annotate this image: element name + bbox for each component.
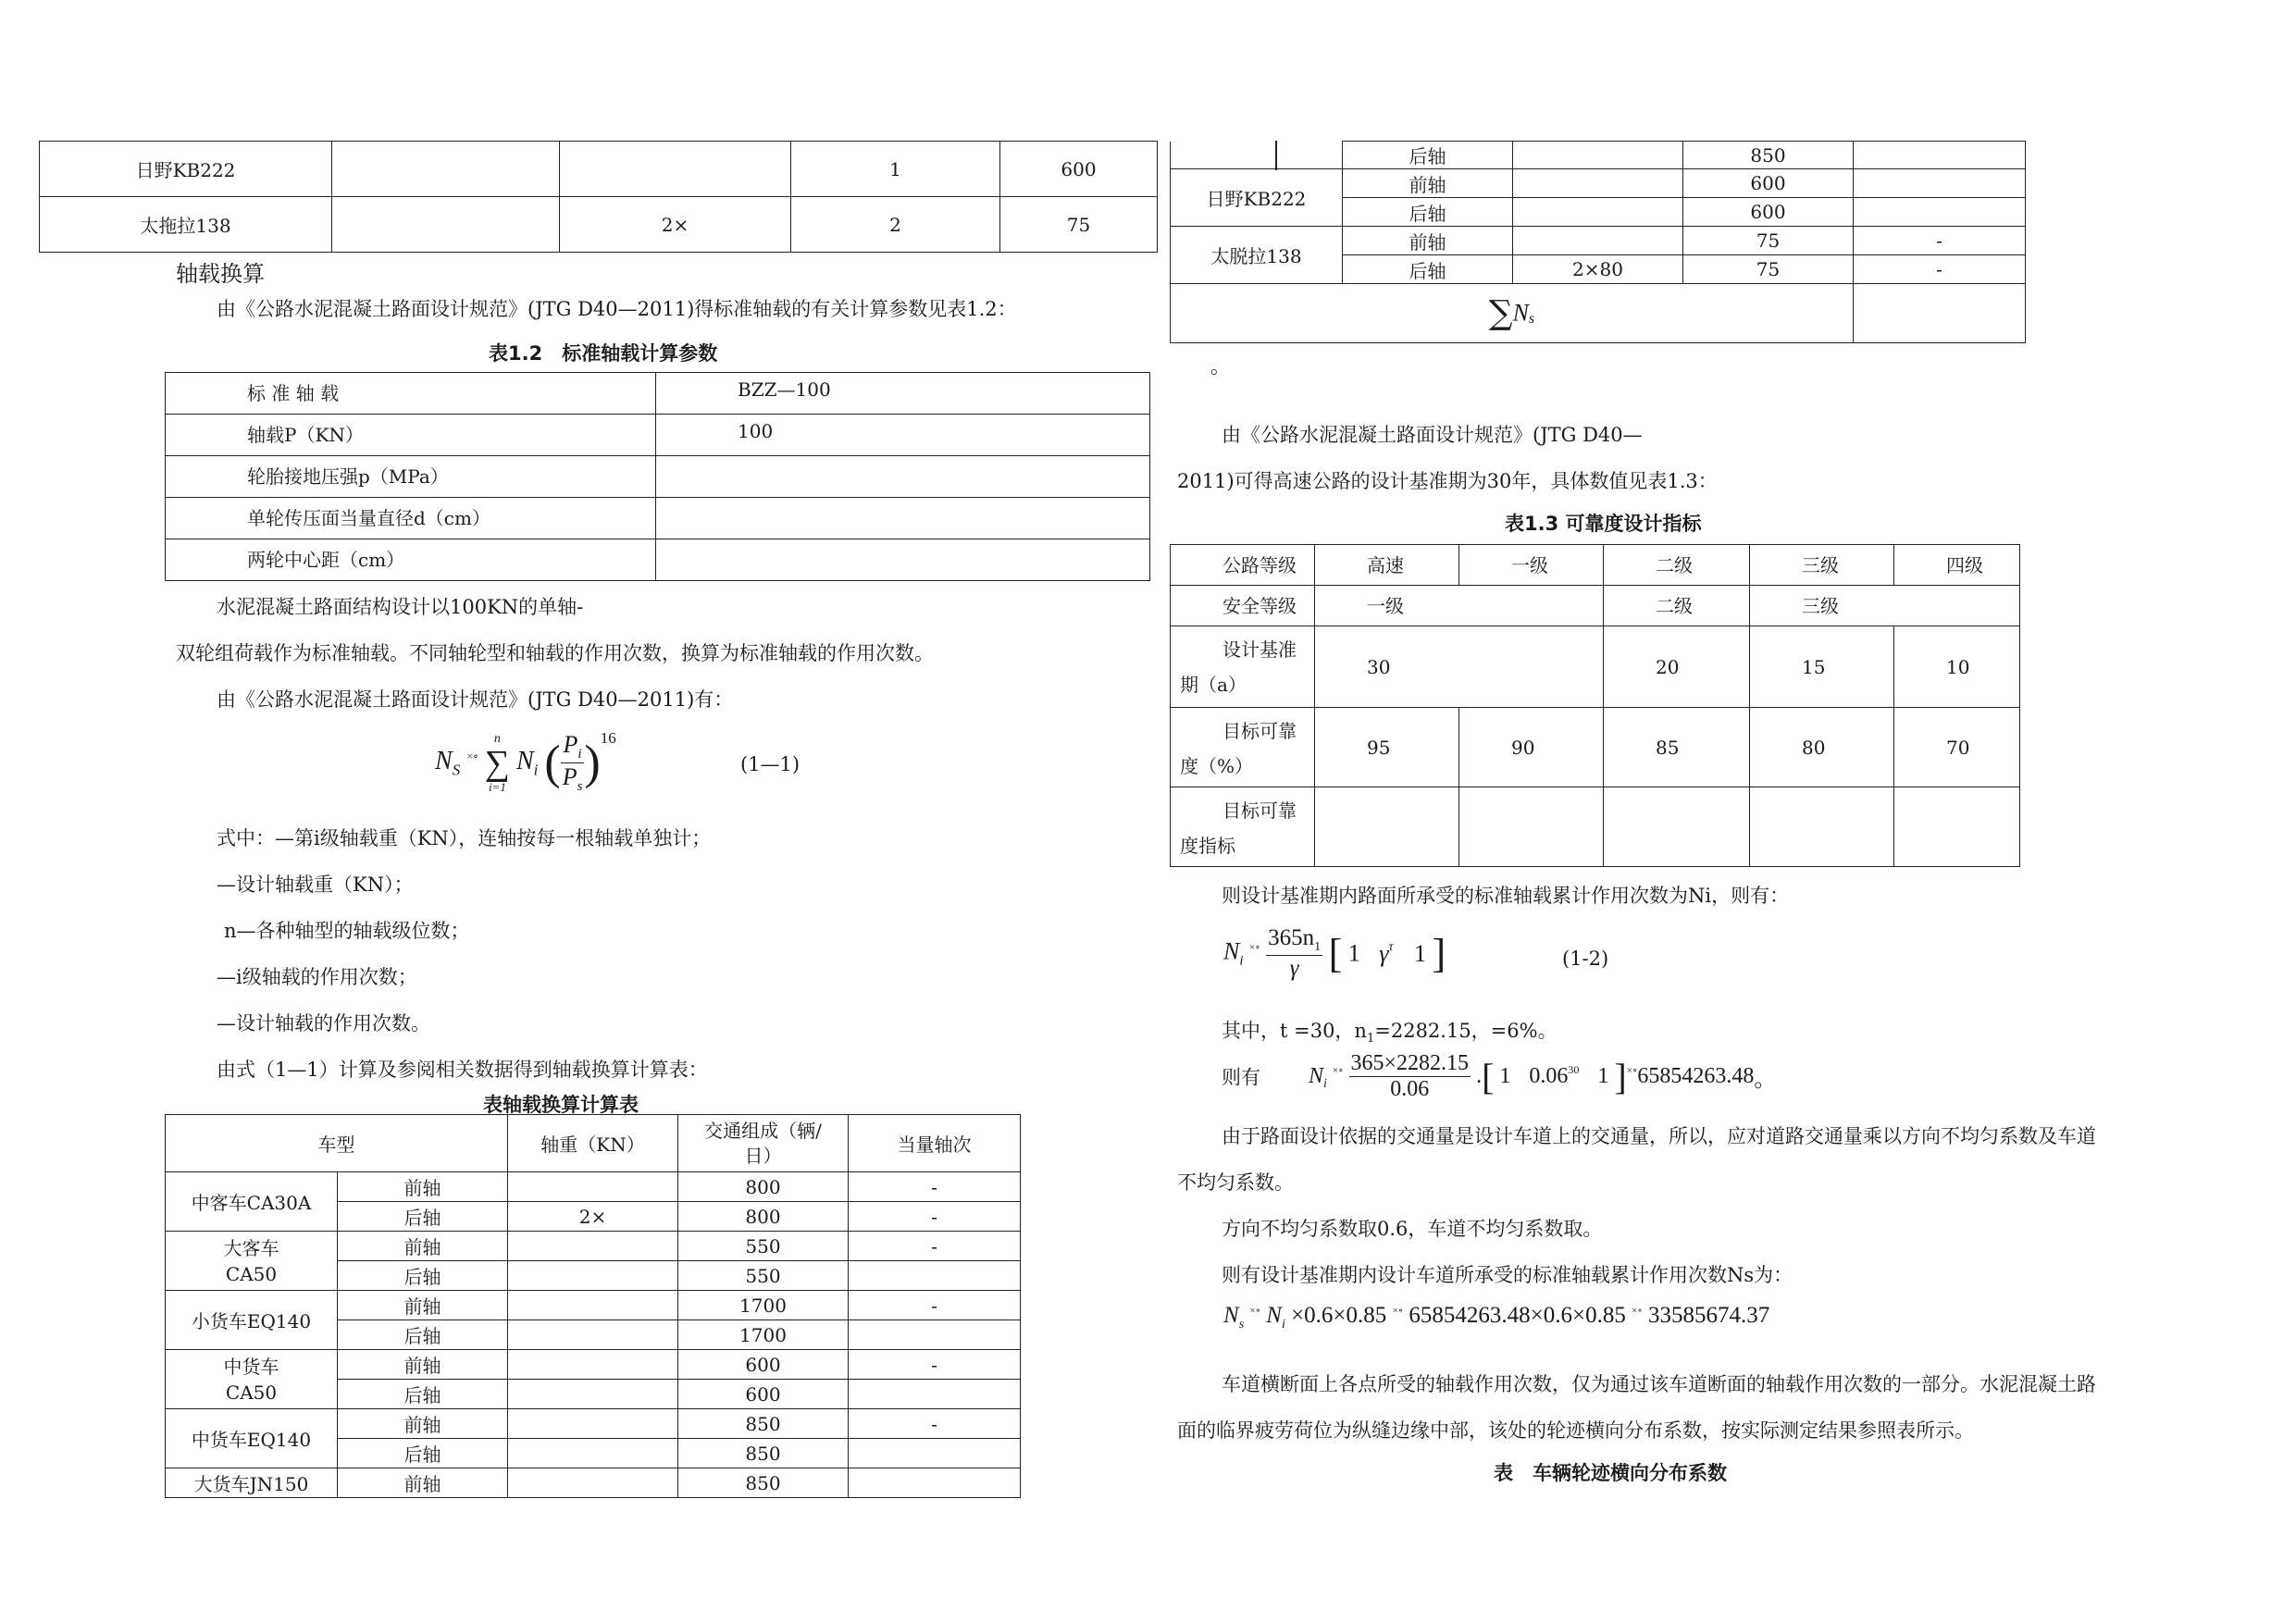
paragraph: —设计轴载的作用次数。 — [217, 1012, 430, 1035]
equation-result-ni: 则有 $N_i$ ×∘ $\frac{365\times 2282.15}{0.06}$ .[ 1 0.06$^{30}$ 1 ]×∘65854263.48。 — [1222, 1051, 1777, 1101]
table-row: 日野KB222 1 600 — [40, 142, 1158, 197]
paragraph: 方向不均匀系数取0.6，车道不均匀系数取。 — [1222, 1218, 1603, 1240]
paragraph: —i级轴载的作用次数； — [217, 966, 417, 988]
table-row: 后轴 2×80 75 - — [1171, 255, 2026, 284]
table-row: 单轮传压面当量直径d（cm） — [166, 498, 1150, 539]
paragraph: 其中，t =30，$n_1=2282.15$，=6%。 — [1222, 1020, 1558, 1047]
paragraph: 车道横断面上各点所受的轴载作用次数，仅为通过该车道断面的轴载作用次数的一部分。水泥混凝土路 — [1222, 1373, 2096, 1395]
paragraph: 面的临界疲劳荷位为纵缝边缘中部，该处的轮迹横向分布系数，按实际测定结果参照表所示。 — [1177, 1419, 1974, 1442]
sum-row: $\sum N_s$ — [1171, 284, 2026, 343]
paragraph: 则有设计基准期内设计车道所承受的标准轴载累计作用次数Ns为： — [1222, 1264, 1793, 1286]
equation-result-ns: $N_s$ ×∘ $N_i \times 0.6\times 0.85$ ×∘ 65854263.48×0.6×0.85 ×∘ 33585674.37 — [1223, 1303, 1770, 1332]
paragraph: 则设计基准期内路面所承受的标准轴载累计作用次数为Ni，则有： — [1222, 885, 1790, 907]
table-row: 后轴 600 — [1171, 198, 2026, 227]
vehicle-cell: 日野KB222 — [40, 142, 332, 197]
axle-conversion-table — [165, 1114, 1021, 1498]
paragraph: —设计轴载重（KN）； — [217, 873, 414, 896]
table-row: 大客车CA50 前轴 550 - — [166, 1232, 1021, 1261]
table-row: 日野KB222 前轴 600 — [1171, 169, 2026, 198]
table-row: 大货车JN150 前轴 850 — [166, 1468, 1021, 1498]
table-row: 安全等级 一级 二级 三级 — [1171, 586, 2020, 626]
table-row: 轴载P（KN） 100 — [166, 415, 1150, 456]
table-row: 目标可靠度（%） 95 90 85 80 70 — [1171, 708, 2020, 787]
sum-symbol: ∑ — [484, 744, 510, 784]
table-caption: 表 车辆轮迹横向分布系数 — [1494, 1462, 1727, 1484]
table-row: 后轴 1700 — [166, 1320, 1021, 1350]
equation-1-1: $N_S$ ×∘ n ∑ i=1 $N_i$ ( $\frac{P_i}{P_s}$ )$^{16}$ — [435, 728, 616, 795]
table-row: 后轴 550 — [166, 1261, 1021, 1291]
equation-label: (1—1) — [740, 753, 800, 775]
paragraph: 由《公路水泥混凝土路面设计规范》(JTG D40— — [1222, 424, 1643, 446]
paragraph: 不均匀系数。 — [1177, 1171, 1294, 1194]
top-left-table — [39, 141, 1158, 253]
table-header-row: 车型 轴重（KN） 交通组成（辆/日） 当量轴次 — [166, 1115, 1021, 1172]
table-row: 中客车CA30A 前轴 800 - — [166, 1172, 1021, 1202]
table-row: 后轴 850 — [166, 1439, 1021, 1468]
paragraph: 水泥混凝土路面结构设计以100KN的单轴- — [217, 596, 584, 618]
paragraph: 2011)可得高速公路的设计基准期为30年，具体数值见表1.3： — [1177, 470, 1718, 492]
table-row: 两轮中心距（cm） — [166, 539, 1150, 581]
paragraph: 由式（1—1）计算及参阅相关数据得到轴载换算计算表： — [217, 1059, 708, 1081]
table-row: 太拖拉138 2× 2 75 — [40, 197, 1158, 253]
paragraph: n—各种轴型的轴载级位数； — [224, 920, 470, 942]
table-row: 后轴 850 — [1171, 142, 2026, 169]
table-row: 后轴 2× 800 - — [166, 1202, 1021, 1232]
paragraph: 由《公路水泥混凝土路面设计规范》(JTG D40—2011)得标准轴载的有关计算参数见表1.2： — [217, 298, 1017, 320]
equation-1-2: $N_i$ ×∘ $\frac{365n_1}{\gamma}$ [ 1 $\gamma^\tau$ 1 ] — [1223, 925, 1446, 981]
vehicle-cell: 太拖拉138 — [40, 197, 332, 253]
reliability-table — [1170, 544, 2020, 867]
standard-axle-table — [165, 372, 1150, 581]
table-row: 目标可靠度指标 — [1171, 787, 2020, 867]
paragraph: 由于路面设计依据的交通量是设计车道上的交通量，所以，应对道路交通量乘以方向不均匀系数及车道 — [1222, 1125, 2096, 1147]
table-row: 公路等级 高速 一级 二级 三级 四级 — [1171, 545, 2020, 586]
paragraph: 式中：—第i级轴载重（KN），连轴按每一根轴载单独计； — [217, 827, 712, 849]
paragraph: 。 — [1210, 355, 1230, 378]
table-caption: 表1.3 可靠度设计指标 — [1505, 513, 1702, 535]
table-row: 太脱拉138 前轴 75 - — [1171, 227, 2026, 255]
table-caption: 表轴载换算计算表 — [483, 1094, 639, 1116]
equation-label: (1-2) — [1562, 948, 1609, 970]
table-row: 中货车CA50 前轴 600 - — [166, 1350, 1021, 1380]
table-caption: 表1.2 标准轴载计算参数 — [489, 342, 718, 365]
conversion-table-continued — [1170, 141, 2026, 343]
table-row: 设计基准期（a） 30 20 15 10 — [1171, 626, 2020, 708]
table-row: 后轴 600 — [166, 1380, 1021, 1409]
table-row: 标 准 轴 载 BZZ—100 — [166, 373, 1150, 415]
paragraph: 由《公路水泥混凝土路面设计规范》(JTG D40—2011)有： — [217, 688, 734, 711]
table-row: 小货车EQ140 前轴 1700 - — [166, 1291, 1021, 1320]
section-heading: 轴载换算 — [176, 261, 265, 287]
table-row: 轮胎接地压强p（MPa） — [166, 456, 1150, 498]
paragraph: 双轮组荷载作为标准轴载。不同轴轮型和轴载的作用次数，换算为标准轴载的作用次数。 — [176, 642, 934, 664]
table-row: 中货车EQ140 前轴 850 - — [166, 1409, 1021, 1439]
divider — [1275, 141, 1277, 170]
